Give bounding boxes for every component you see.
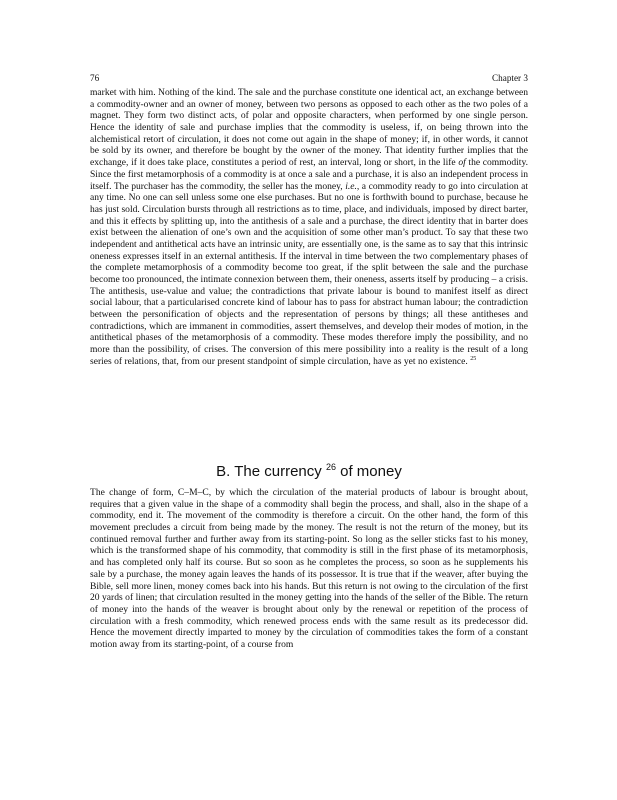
emphasis: of [458,157,466,169]
chapter-label: Chapter 3 [492,73,528,83]
footnote-marker: 26 [325,462,336,472]
emphasis: i.e. [345,180,357,192]
footnote-marker: 25 [470,355,477,362]
section-title-part: B. The currency [216,463,326,480]
paragraph [90,87,528,368]
page-number: 76 [90,73,100,83]
paragraph: The change of form, C–M–C, by which the circulation of the material products of labour is brought about, requires that a given value in the shape of a commodity shall begin the process, and shall, also in the shape of a commodity, end it. The movement of the commodity is therefore a circuit. On the other hand, the form of this movement precludes a circuit from being made by the money. The result is not the return of the money, but its continued removal further and further away from its starting-point. So long as the seller sticks fast to his money, which is the transformed shape of his commodity, that commodity is still in the first phase of its metamorphosis, and has completed only half its course. But so soon as he completes the process, so soon as he supplements his sale by a purchase, the money again leaves the hands of its possessor. It is true that if the weaver, after buying the Bible, sell more linen, money comes back into his hands. But this return is not owing to the circulation of the first 20 yards of linen; that circulation resulted in the money getting into the hands of the seller of the Bible. The return of money into the hands of the weaver is brought about only by the renewal or repetition of the process of circulation with a fresh commodity, which renewed process ends with the same result as its predecessor did. Hence the movement directly imparted to money by the circulation of commodities takes the form of a constant motion away from its starting-point, of a course from [90,487,528,650]
text-segment: the commodity. Since the first metamorphosis of a commodity is at once a sale and a purchase, it is also an independent process in itself. The purchaser has the commodity, the seller has the money, [90,157,528,192]
body-text-continuation [90,87,528,368]
section-heading [90,461,528,483]
running-header [90,72,528,85]
section-title-part: of money [335,463,402,480]
text-segment: market with him. Nothing of the kind. The sale and the purchase constitute one identical act, an exchange between a commodity-owner and an owner of money, between two persons as opposed to each other as the two poles of a magnet. They form two distinct acts, of polar and opposite characters, when performed by one single person. Hence the identity of sale and purchase implies that the commodity is useless, if, on being thrown into the alchemistical retort of circulation, it does not come out again in the shape of money; if, in other words, it cannot be sold by its owner, and therefore be bought by the owner of the money. That identity further implies that the exchange, if it does take place, constitutes a period of rest, an interval, long or short, in the life [90,87,528,169]
body-text-section [90,487,528,651]
text-segment: , a commodity ready to go into circulation at any time. No one can sell unless some one else purchases. But no one is forthwith bound to purchase, because he has just sold. Circulation bursts through all restrictions as to time, place, and individuals, imposed by direct barter, and this it effects by splitting up, into the antithesis of a sale and a purchase, the direct identity that in barter does exist between the alienation of one’s own and the acquisition of some other man’s product. To say that these two independent and antithetical acts have an intrinsic unity, are essentially one, is the same as to say that this intrinsic oneness expresses itself in an external antithesis. If the interval in time between the two complementary phases of the complete metamorphosis of a commodity become too great, if the split between the sale and the purchase become too pronounced, the intimate connexion between them, their oneness, asserts itself by producing – a crisis. The antithesis, use-value and value; the contradictions that private labour is bound to manifest itself as direct social labour, that a particularised concrete kind of labour has to pass for abstract human labour; the contradiction between the personification of objects and the representation of persons by things; all these antitheses and contradictions, which are immanent in commodities, assert themselves, and develop their modes of motion, in the antithetical phases of the metamorphosis of a commodity. These modes therefore imply the possibility, and no more than the possibility, of crises. The conversion of this mere possibility into a reality is the result of a long series of relations, that, from our present standpoint of simple circulation, have as yet no existence. [90,180,528,367]
